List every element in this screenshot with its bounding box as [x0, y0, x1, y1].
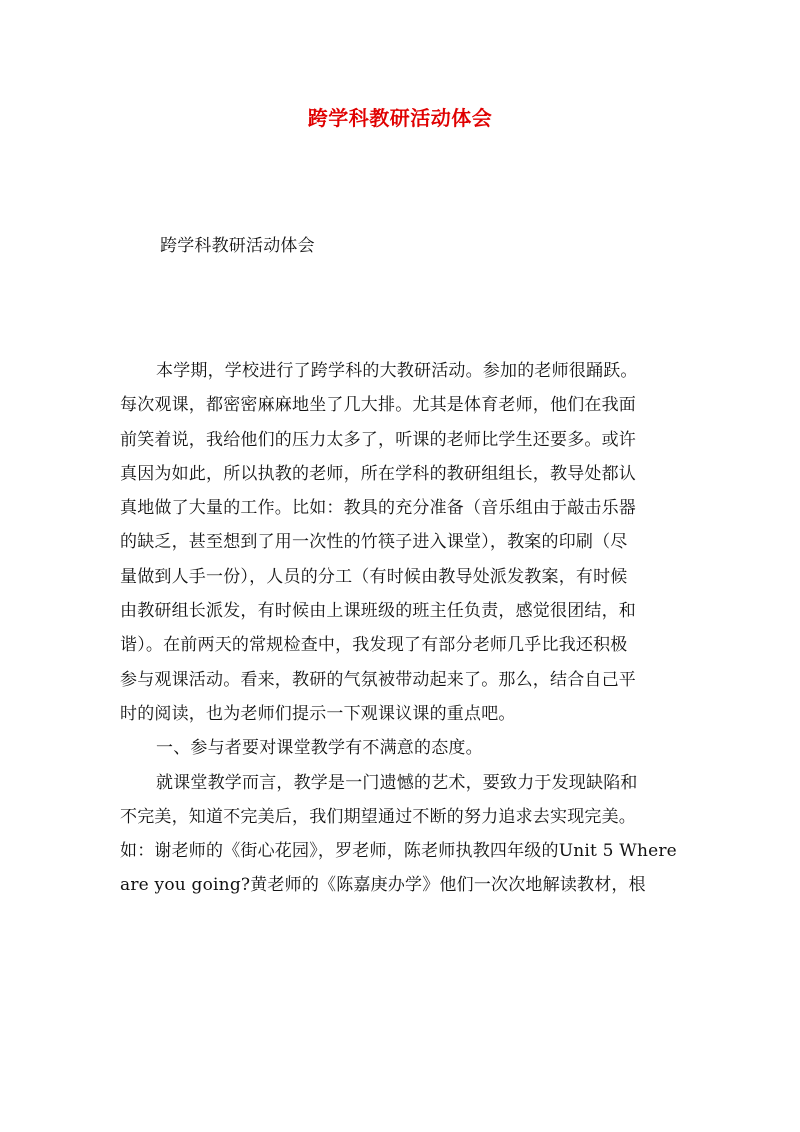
body-line: 就课堂教学而言，教学是一门遗憾的艺术，要致力于发现缺陷和 — [156, 772, 638, 793]
body-line: are you going?黄老师的《陈嘉庚办学》他们一次次地解读教材，根 — [120, 875, 646, 896]
body-line: 时的阅读，也为老师们提示一下观课议课的重点吧。 — [120, 703, 516, 724]
document-subtitle: 跨学科教研活动体会 — [160, 236, 315, 256]
body-line: 本学期，学校进行了跨学科的大教研活动。参加的老师很踊跃。 — [156, 361, 638, 381]
body-line: 的缺乏，甚至想到了用一次性的竹筷子进入课堂），教案的印刷（尽 — [120, 532, 628, 553]
body-line: 真因为如此，所以执教的老师，所在学科的教研组组长，教导处都认 — [120, 463, 636, 484]
body-line: 谐）。在前两天的常规检查中，我发现了有部分老师几乎比我还积极 — [120, 635, 628, 656]
body-line: 由教研组长派发，有时候由上课班级的班主任负责，感觉很团结，和 — [120, 601, 636, 622]
body-line: 真地做了大量的工作。比如：教具的充分准备（音乐组由于敲击乐器 — [120, 498, 636, 519]
body-line: 不完美，知道不完美后，我们期望通过不断的努力追求去实现完美。 — [120, 806, 636, 827]
body-line: 如：谢老师的《街心花园》，罗老师，陈老师执教四年级的Unit 5 Where — [120, 841, 677, 862]
body-line: 前笑着说，我给他们的压力太多了，听课的老师比学生还要多。或许 — [120, 429, 636, 450]
body-line: 参与观课活动。看来，教研的气氛被带动起来了。那么，结合自己平 — [120, 669, 636, 690]
section-heading: 一、参与者要对课堂教学有不满意的态度。 — [156, 738, 483, 759]
document-title: 跨学科教研活动体会 — [307, 106, 493, 130]
body-line: 量做到人手一份），人员的分工（有时候由教导处派发教案，有时候 — [120, 566, 628, 587]
body-line: 每次观课，都密密麻麻地坐了几大排。尤其是体育老师，他们在我面 — [120, 395, 636, 416]
document-body — [120, 354, 685, 903]
